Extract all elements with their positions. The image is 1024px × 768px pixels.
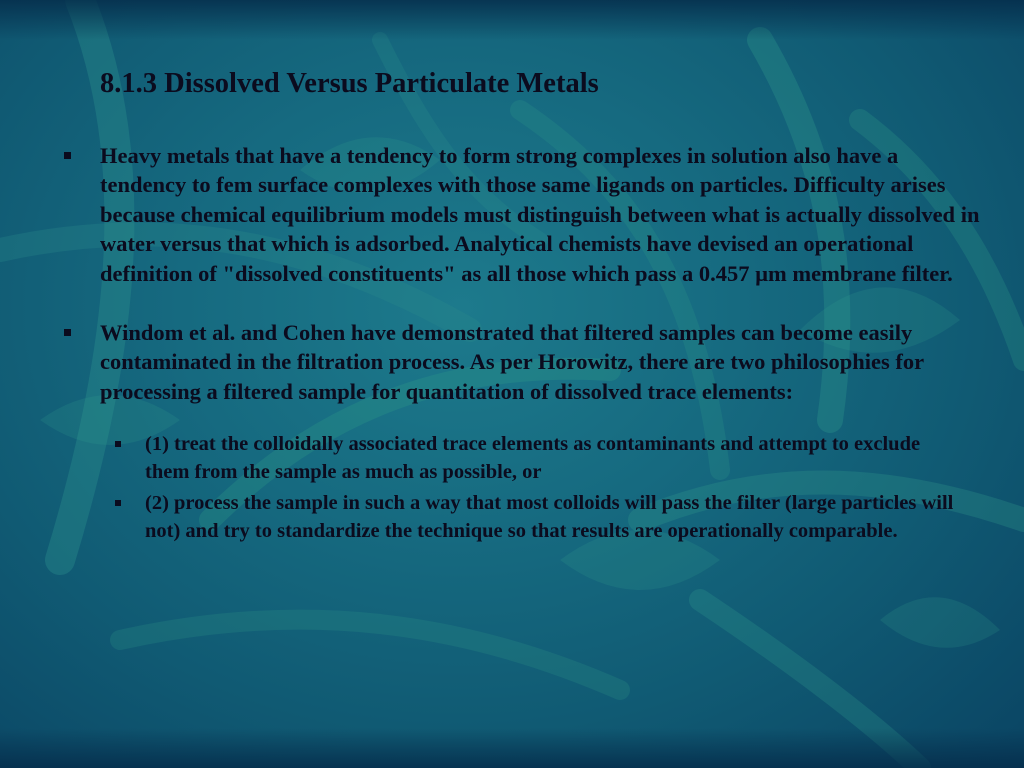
bullet-text: Heavy metals that have a tendency to form strong complexes in solution also have a tendency to fem surface complexes with those same ligands on particles. Difficulty arises because chemical equilibrium models must distinguish between what is actually dissolved in water versus that which is adsorbed. Analytical chemists have devised an operational definition of "dissolved constituents" as all those which pass a 0.457 µm membrane filter.	[100, 143, 980, 286]
square-bullet-icon	[64, 152, 71, 159]
sub-bullet-item	[145, 431, 955, 486]
sub-bullet-item	[145, 490, 955, 545]
sub-bullet-list	[145, 431, 955, 545]
square-bullet-icon	[115, 500, 121, 506]
bottom-shade	[0, 728, 1024, 768]
bullet-text: Windom et al. and Cohen have demonstrated that filtered samples can become easily contaminated in the filtration process. As per Horowitz, there are two philosophies for processing a filtered sample for quantitation of dissolved trace elements:	[100, 320, 924, 404]
bullet-list	[100, 141, 980, 549]
slide-title: 8.1.3 Dissolved Versus Particulate Metals	[100, 68, 599, 99]
bullet-item	[100, 318, 980, 545]
sub-bullet-text: (2) process the sample in such a way that most colloids will pass the filter (large particles will not) and try to standardize the technique so that results are operationally comparable.	[145, 492, 954, 542]
sub-bullet-text: (1) treat the colloidally associated trace elements as contaminants and attempt to exclude them from the sample as much as possible, or	[145, 433, 921, 483]
top-shade	[0, 0, 1024, 40]
square-bullet-icon	[115, 441, 121, 447]
bullet-item	[100, 141, 980, 288]
square-bullet-icon	[64, 329, 71, 336]
